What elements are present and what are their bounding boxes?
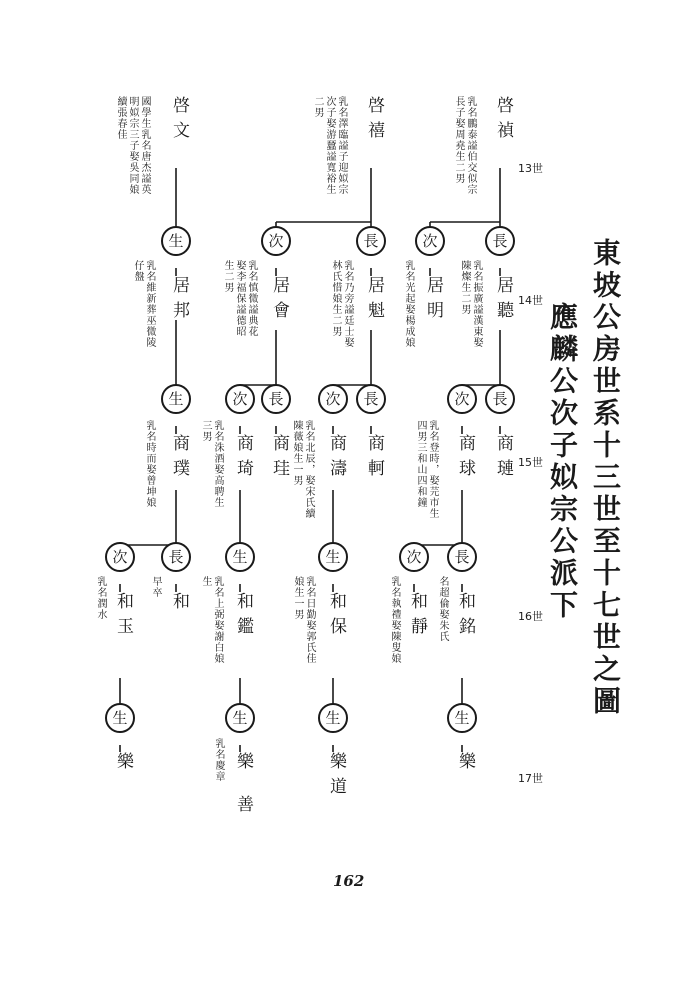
person-name: 商璉 (493, 434, 513, 484)
person-name: 商璞 (169, 434, 189, 484)
person-note: 乳名時而娶曾坤娘 (144, 420, 155, 508)
second-son-badge: 次 (105, 542, 135, 572)
person-name: 商珪 (269, 434, 289, 484)
generation-16: 16世 (518, 610, 543, 623)
person-note: 乳名洙酒娶高聘生 三男 (200, 420, 223, 508)
person-name: 居聽 (493, 276, 513, 326)
person-note: 乳名慎微謚典花 娶李福保謚德昭 生二男 (222, 260, 257, 337)
person-note: 國學生乳名唐杰謚英 明姒宗三子娶吳同娘 續張春佳 (115, 96, 150, 195)
person-name: 商濤 (326, 434, 346, 484)
eldest-son-badge: 長 (485, 384, 515, 414)
person-note: 乳名上弼娶謝白娘 生 (200, 576, 223, 664)
second-son-badge: 次 (415, 226, 445, 256)
person-name: 和鑑 (233, 592, 253, 642)
person-name: 啓禧 (364, 96, 384, 146)
person-note: 乳名維新葬巫微陵 仔盤 (132, 260, 155, 348)
page-subtitle: 應麟公次子姒宗公派下 (546, 302, 579, 622)
eldest-son-badge: 長 (356, 226, 386, 256)
person-note: 乳名登時，娶芫市生 四男三和山四和鐘 (415, 420, 438, 519)
person-name: 商球 (455, 434, 475, 484)
person-note: 乳名執禮娶陳叟娘 (389, 576, 400, 664)
person-note: 名超倫娶朱氏 (437, 576, 448, 642)
person-note: 乳名慶章 (213, 738, 224, 782)
person-name: 居會 (269, 276, 289, 326)
only-son-badge: 生 (161, 226, 191, 256)
person-name: 商軻 (364, 434, 384, 484)
person-name: 商琦 (233, 434, 253, 484)
person-name: 和 (169, 592, 189, 617)
person-name: 和玉 (113, 592, 133, 642)
person-note: 早卒 (150, 576, 161, 598)
person-note: 乳名乃旁謚廷士娶 林氏惜娘生二男 (330, 260, 353, 348)
person-name: 啓禎 (493, 96, 513, 146)
only-son-badge: 生 (318, 703, 348, 733)
person-name: 樂 (455, 752, 475, 777)
generation-17: 17世 (518, 772, 543, 785)
only-son-badge: 生 (318, 542, 348, 572)
only-son-badge: 生 (161, 384, 191, 414)
person-name: 和銘 (455, 592, 475, 642)
eldest-son-badge: 長 (161, 542, 191, 572)
person-note: 乳名潤水 (95, 576, 106, 620)
person-name: 和保 (326, 592, 346, 642)
eldest-son-badge: 長 (356, 384, 386, 414)
page-number: 162 (333, 872, 365, 890)
person-name: 居邦 (169, 276, 189, 326)
person-name: 居魁 (364, 276, 384, 326)
second-son-badge: 次 (399, 542, 429, 572)
generation-15: 15世 (518, 456, 543, 469)
person-name: 啓文 (169, 96, 189, 146)
person-note: 乳名北辰，娶宋氏續 陳薇娘生一男 (291, 420, 314, 519)
generation-13: 13世 (518, 162, 543, 175)
person-note: 乳名日勤娶郭氏佳 娘生一男 (292, 576, 315, 664)
person-name: 和靜 (407, 592, 427, 642)
only-son-badge: 生 (105, 703, 135, 733)
person-note: 乳名澤臨謚子迎姒宗 次子娶游蠶謚寬裕生 二男 (312, 96, 347, 195)
person-name: 樂 (113, 752, 133, 777)
person-name: 樂道 (326, 752, 346, 802)
only-son-badge: 生 (447, 703, 477, 733)
person-note: 乳名鵬泰謚伯交似宗 長子娶周堯生二男 (453, 96, 476, 195)
page-title: 東坡公房世系十三世至十七世之圖 (589, 238, 622, 718)
person-name: 樂善 (233, 752, 253, 838)
second-son-badge: 次 (318, 384, 348, 414)
eldest-son-badge: 長 (261, 384, 291, 414)
generation-14: 14世 (518, 294, 543, 307)
only-son-badge: 生 (225, 703, 255, 733)
second-son-badge: 次 (225, 384, 255, 414)
person-note: 乳名光起娶楊成娘 (403, 260, 414, 348)
person-name: 居明 (423, 276, 443, 326)
eldest-son-badge: 長 (485, 226, 515, 256)
eldest-son-badge: 長 (447, 542, 477, 572)
second-son-badge: 次 (261, 226, 291, 256)
second-son-badge: 次 (447, 384, 477, 414)
only-son-badge: 生 (225, 542, 255, 572)
person-note: 乳名振廣謚漢東娶 陳燦生二男 (459, 260, 482, 348)
